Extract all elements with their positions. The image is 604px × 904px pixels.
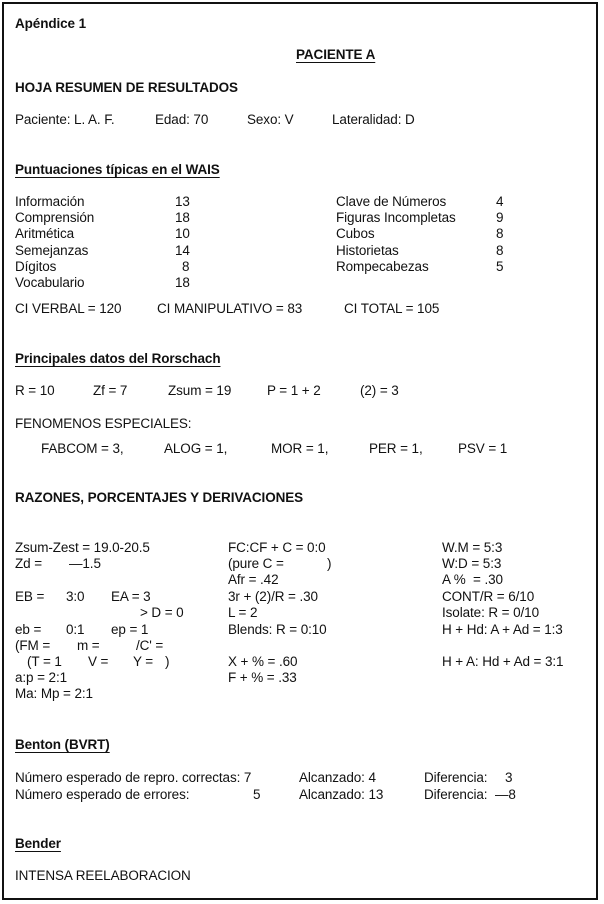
isolate: Isolate: R = 0/10 — [442, 605, 539, 620]
wais-manip-label: Rompecabezas — [336, 259, 429, 274]
y: Y = — [133, 654, 154, 669]
wais-manip-label: Historietas — [336, 243, 399, 258]
bender-result: INTENSA REELABORACION — [15, 868, 191, 883]
wais-manip-value: 9 — [496, 210, 504, 225]
per: PER = 1, — [369, 441, 423, 456]
ap: a:p = 2:1 — [15, 670, 68, 685]
three-r: 3r + (2)/R = .30 — [228, 589, 318, 604]
ci-verbal: CI VERBAL = 120 — [15, 301, 122, 316]
wais-manip-value: 8 — [496, 243, 504, 258]
benton-expected-errors-value: 5 — [253, 787, 261, 802]
wais-verbal-value: 18 — [175, 275, 190, 290]
wais-verbal-value: 13 — [175, 194, 190, 209]
a-pct: A % = .30 — [442, 572, 503, 587]
eb-value: 3:0 — [66, 589, 85, 604]
pure-c-close: ) — [327, 556, 332, 571]
patient-heading: PACIENTE A — [296, 47, 376, 62]
zd-label: Zd = — [15, 556, 42, 571]
wais-verbal-value: 18 — [175, 210, 190, 225]
pure-c: (pure C = — [228, 556, 284, 571]
benton-difference-label: Diferencia: — [424, 787, 488, 802]
rorschach-zsum: Zsum = 19 — [168, 383, 232, 398]
benton-difference-correct: 3 — [505, 770, 513, 785]
ratios-heading: RAZONES, PORCENTAJES Y DERIVACIONES — [15, 490, 304, 505]
x-plus: X + % = .60 — [228, 654, 298, 669]
t: (T = 1 — [27, 654, 62, 669]
bender-heading: Bender — [15, 836, 61, 851]
benton-expected-errors: Número esperado de errores: — [15, 787, 190, 802]
wais-verbal-value: 10 — [175, 226, 190, 241]
blends: Blends: R = 0:10 — [228, 622, 327, 637]
c-prime: /C' = — [136, 638, 164, 653]
rorschach-zf: Zf = 7 — [93, 383, 128, 398]
wais-verbal-label: Comprensión — [15, 210, 95, 225]
h-hd: H + Hd: A + Ad = 1:3 — [442, 622, 563, 637]
wais-verbal-label: Aritmética — [15, 226, 75, 241]
eb-label: EB = — [15, 589, 45, 604]
t-close: ) — [165, 654, 170, 669]
eb2-label: eb = — [15, 622, 42, 637]
fc-cf: FC:CF + C = 0:0 — [228, 540, 326, 555]
rorschach-heading: Principales datos del Rorschach — [15, 351, 221, 366]
wm: W.M = 5:3 — [442, 540, 503, 555]
ea: EA = 3 — [111, 589, 151, 604]
alog: ALOG = 1, — [164, 441, 228, 456]
wais-manip-label: Figuras Incompletas — [336, 210, 456, 225]
f-plus: F + % = .33 — [228, 670, 297, 685]
appendix-label: Apéndice 1 — [15, 16, 87, 31]
benton-difference-label: Diferencia: — [424, 770, 488, 785]
wais-heading: Puntuaciones típicas en el WAIS — [15, 162, 220, 177]
d-score: > D = 0 — [140, 605, 184, 620]
fabcom: FABCOM = 3, — [41, 441, 124, 456]
wd: W:D = 5:3 — [442, 556, 502, 571]
summary-heading: HOJA RESUMEN DE RESULTADOS — [15, 80, 238, 95]
wais-manip-label: Clave de Números — [336, 194, 447, 209]
benton-heading: Benton (BVRT) — [15, 737, 110, 752]
ci-manipulativo: CI MANIPULATIVO = 83 — [157, 301, 303, 316]
v: V = — [88, 654, 109, 669]
rorschach-p: P = 1 + 2 — [267, 383, 321, 398]
benton-achieved-correct: Alcanzado: 4 — [299, 770, 376, 785]
wais-verbal-label: Vocabulario — [15, 275, 85, 290]
rorschach-pairs: (2) = 3 — [360, 383, 399, 398]
mamp: Ma: Mp = 2:1 — [15, 686, 93, 701]
special-phenomena-heading: FENOMENOS ESPECIALES: — [15, 416, 192, 431]
wais-verbal-label: Semejanzas — [15, 243, 89, 258]
wais-verbal-label: Dígitos — [15, 259, 57, 274]
wais-manip-label: Cubos — [336, 226, 375, 241]
wais-manip-value: 5 — [496, 259, 504, 274]
zsum-zest: Zsum-Zest = 19.0-20.5 — [15, 540, 150, 555]
patient-laterality: Lateralidad: D — [332, 112, 415, 127]
rorschach-r: R = 10 — [15, 383, 55, 398]
benton-achieved-errors: Alcanzado: 13 — [299, 787, 384, 802]
psv: PSV = 1 — [458, 441, 508, 456]
mor: MOR = 1, — [271, 441, 329, 456]
wais-verbal-value: 14 — [175, 243, 190, 258]
ci-total: CI TOTAL = 105 — [344, 301, 440, 316]
zd-value: —1.5 — [69, 556, 101, 571]
patient-age: Edad: 70 — [155, 112, 209, 127]
cont-r: CONT/R = 6/10 — [442, 589, 535, 604]
wais-verbal-value: 8 — [182, 259, 190, 274]
wais-manip-value: 4 — [496, 194, 504, 209]
h-a: H + A: Hd + Ad = 3:1 — [442, 654, 564, 669]
fm: (FM = — [15, 638, 51, 653]
patient-name: Paciente: L. A. F. — [15, 112, 115, 127]
benton-difference-errors: —8 — [495, 787, 516, 802]
afr: Afr = .42 — [228, 572, 279, 587]
benton-expected-correct: Número esperado de repro. correctas: 7 — [15, 770, 252, 785]
lambda: L = 2 — [228, 605, 258, 620]
ep: ep = 1 — [111, 622, 149, 637]
eb2-value: 0:1 — [66, 622, 85, 637]
wais-manip-value: 8 — [496, 226, 504, 241]
wais-verbal-label: Información — [15, 194, 85, 209]
patient-sex: Sexo: V — [247, 112, 294, 127]
m: m = — [77, 638, 100, 653]
